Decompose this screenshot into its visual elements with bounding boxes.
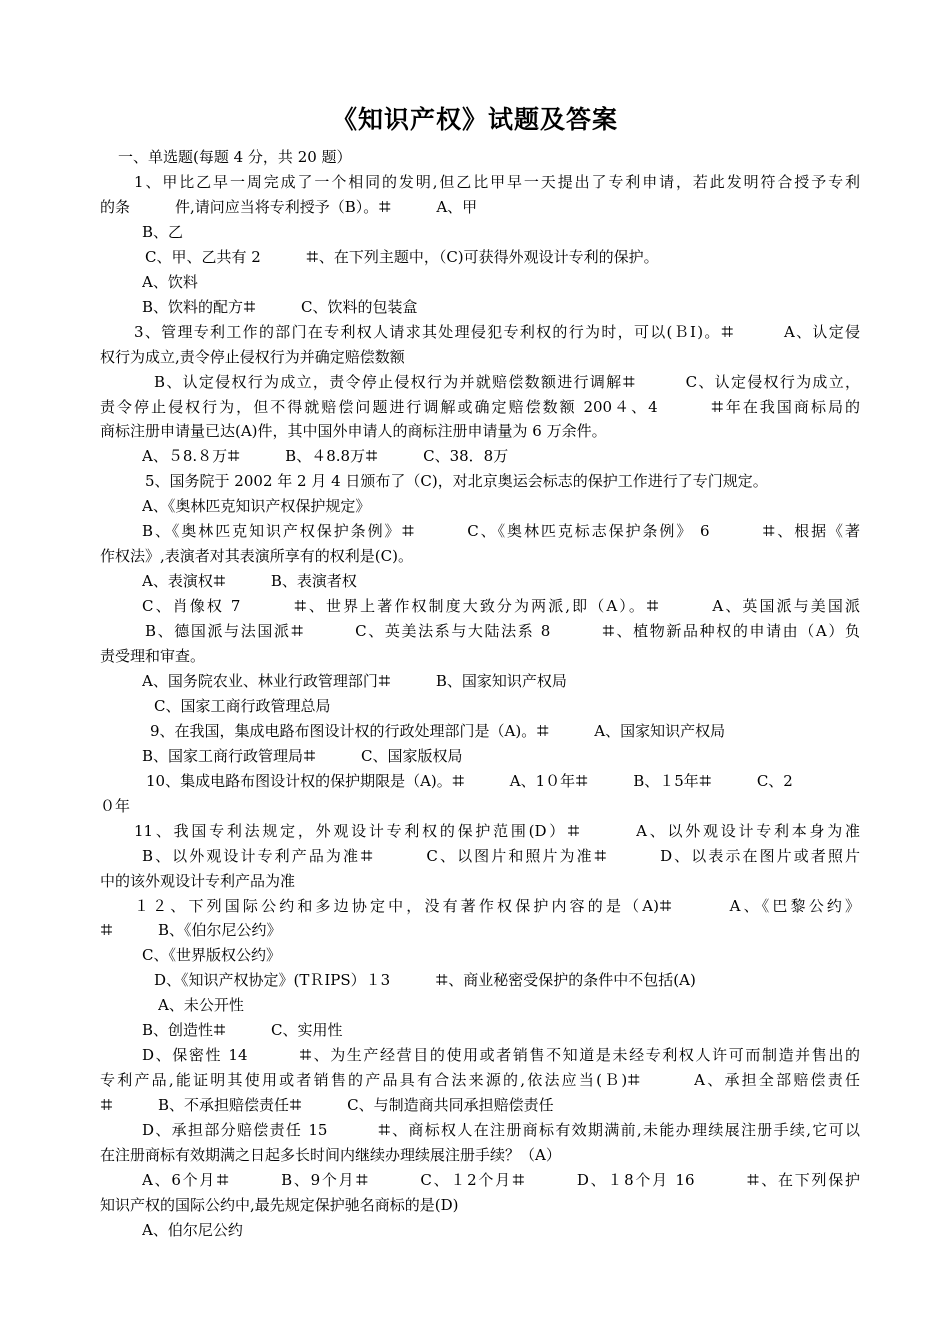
text-line: C、《世界版权公约》 [142,946,281,964]
text-line: 9、在我国，集成电路布图设计权的行政处理部门是（A)。ꖛ A、国家知识产权局 [150,722,726,740]
text-line: 商标注册申请量已达(A)件，其中国外申请人的商标注册申请量为 6 万余件。 [100,422,607,440]
text-line: 责受理和审查。 [100,647,206,665]
text-line: 1、甲比乙早一周完成了一个相同的发明,但乙比甲早一天提出了专利申请，若此发明符合授予专利 [134,173,860,191]
text-line: 权行为成立,责令停止侵权行为并确定赔偿数额 [100,348,405,366]
text-line: A、饮料 [142,273,198,291]
text-line: B、创造性ꖛ C、实用性 [142,1021,343,1039]
text-line: D、保密性 14 ꖛ、为生产经营目的使用或者销售不知道是未经专利权人许可而制造并售出的 [142,1046,860,1064]
text-line: B、德国派与法国派ꖛ C、英美法系与大陆法系 8 ꖛ、植物新品种权的申请由（A）负 [145,622,860,640]
text-line: 知识产权的国际公约中,最先规定保护驰名商标的是(D) [100,1196,459,1214]
text-line: 3、管理专利工作的部门在专利权人请求其处理侵犯专利权的行为时，可以(ＢⅠ)。ꖛ A、认定侵 [134,323,860,341]
text-line: 作权法》,表演者对其表演所享有的权利是(C)。 [100,547,413,565]
text-line: 责令停止侵权行为，但不得就赔偿问题进行调解或确定赔偿数额 200４、4 ꖛ年在我国商标局的 [100,398,860,416]
text-line: ０年 [100,797,131,815]
text-line: A、５8.８万ꖛ B、４8.8万ꖛ C、38．8万 [142,447,509,465]
text-line: C、肖像权 7 ꖛ、世界上著作权制度大致分为两派,即（A）。ꖛ A、英国派与美国派 [142,597,860,615]
text-line: B、国家工商行政管理局ꖛ C、国家版权局 [142,747,463,765]
text-line: 专利产品,能证明其使用或者销售的产品具有合法来源的,依法应当(Ｂ)ꖛ A、承担全部赔偿责任 [100,1071,860,1089]
text-line: A、6个月ꖛ B、9个月ꖛ C、１2个月ꖛ D、１8个月 16 ꖛ、在下列保护 [142,1171,860,1189]
text-line: C、国家工商行政管理总局 [154,697,331,715]
text-line: B、《奥林匹克知识产权保护条例》ꖛ C、《奥林匹克标志保护条例》 6 ꖛ、根据《著 [142,522,860,540]
text-line: B、以外观设计专利产品为准ꖛ C、以图片和照片为准ꖛ D、以表示在图片或者照片 [142,847,860,865]
text-line: A、《奥林匹克知识产权保护规定》 [142,497,371,515]
text-line: 5、国务院于 2002 年 2 月 4 日颁布了（C)，对北京奥运会标志的保护工作进行了专门规定。 [145,472,768,490]
text-line: 10、集成电路布图设计权的保护期限是（A)。ꖛ A、1０年ꖛ B、１5年ꖛ C、2 [146,772,793,790]
text-line: A、伯尔尼公约 [142,1221,243,1239]
text-line: A、国务院农业、林业行政管理部门ꖛ B、国家知识产权局 [142,672,567,690]
text-line: A、未公开性 [158,996,244,1014]
text-line: B、认定侵权行为成立，责令停止侵权行为并就赔偿数额进行调解ꖛ C、认定侵权行为成立， [154,373,860,391]
text-line: B、乙 [142,223,184,241]
text-line: D、《知识产权协定》(TＲIPS）１3 ꖛ、商业秘密受保护的条件中不包括(A) [154,971,696,989]
text-line: 的条 件,请问应当将专利授予（B）。ꖛ A、甲 [100,198,478,216]
text-line: D、承担部分赔偿责任 15 ꖛ、商标权人在注册商标有效期满前,未能办理续展注册手续,它可以 [142,1121,860,1139]
document-title: 《知识产权》试题及答案 [331,105,618,134]
text-line: 11、我国专利法规定，外观设计专利权的保护范围(D）ꖛ A、以外观设计专利本身为准 [134,822,860,840]
text-line: C、甲、乙共有 2 ꖛ、在下列主题中，（C)可获得外观设计专利的保护。 [145,248,659,266]
text-line: １２、下列国际公约和多边协定中，没有著作权保护内容的是（A)ꖛ A、《巴黎公约》 [134,897,860,915]
text-line: 在注册商标有效期满之日起多长时间内继续办理续展注册手续？（A） [100,1146,561,1164]
text-line: A、表演权ꖛ B、表演者权 [142,572,357,590]
text-line: ꖛ B、不承担赔偿责任ꖛ C、与制造商共同承担赔偿责任 [100,1096,554,1114]
text-line: 一、单选题(每题 4 分，共 20 题） [118,148,352,166]
text-line: B、饮料的配方ꖛ C、饮料的包装盒 [142,298,418,316]
text-line: 中的该外观设计专利产品为准 [100,872,296,890]
text-line: ꖛ B、《伯尔尼公约》 [100,921,282,939]
